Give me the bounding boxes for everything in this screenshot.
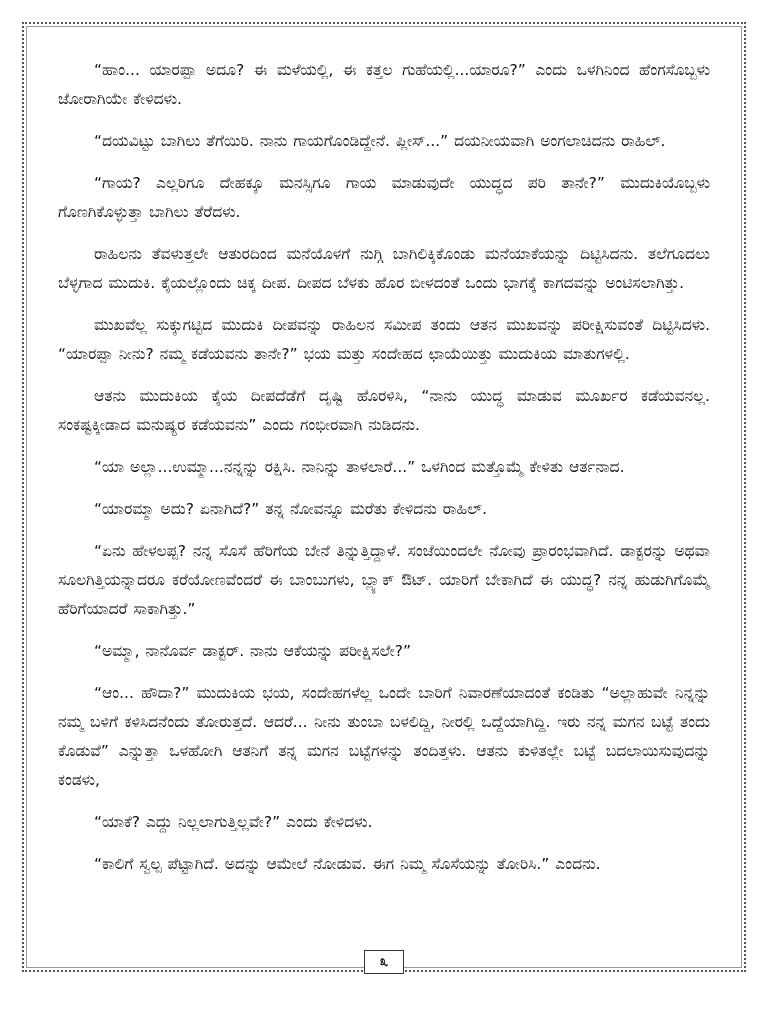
paragraph-1: “ಹಾಂ... ಯಾರಪ್ಪಾ ಅದೂ? ಈ ಮಳೆಯಲ್ಲಿ, ಈ ಕತ್ತಲ ಗುಹೆಯಲ್ಲಿ...ಯಾರೂ?” ಎಂದು ಒಳಗಿನಿಂದ ಹೆಂಗಸೊಬ್ಬಳು ಜೋರಾಗಿಯೇ ಕೇಳಿದಳು.	[58, 61, 710, 108]
paragraph-11: “ಆಂ... ಹೌದಾ?” ಮುದುಕಿಯ ಭಯ, ಸಂದೇಹಗಳೆಲ್ಲ ಒಂದೇ ಬಾರಿಗೆ ನಿವಾರಣೆಯಾದಂತೆ ಕಂಡಿತು “ಅಲ್ಲಾಹುವೇ ನಿನ್ನನ್ನು ನಮ್ಮ ಬಳಿಗೆ ಕಳಿಸಿದನೆಂದು ತೋರುತ್ತದೆ. ಆದರೆ... ನೀನು ತುಂಬಾ ಬಳಲಿದ್ದಿ, ನೀರಲ್ಲಿ ಒದ್ದೆಯಾಗಿದ್ದಿ. ಇರು ನನ್ನ ಮಗನ ಬಟ್ಟೆ ತಂದು ಕೊಡುವೆ” ಎನ್ನುತ್ತಾ ಒಳಹೋಗಿ ಆತನಿಗೆ ತನ್ನ ಮಗನ ಬಟ್ಟೆಗಳನ್ನು ತಂದಿತ್ತಳು. ಆತನು ಕುಳಿತಲ್ಲೇ ಬಟ್ಟೆ ಬದಲಾಯಿಸುವುದನ್ನು ಕಂಡಳು,	[58, 684, 710, 789]
story-text	[58, 56, 710, 892]
paragraph-9: “ಏನು ಹೇಳಲಪ್ಪ? ನನ್ನ ಸೊಸೆ ಹೆರಿಗೆಯ ಬೇನೆ ತಿನ್ನುತ್ತಿದ್ದಾಳೆ. ಸಂಜೆಯಿಂದಲೇ ನೋವು ಪ್ರಾರಂಭವಾಗಿದೆ. ಡಾಕ್ಟರನ್ನು ಅಥವಾ ಸೂಲಗಿತ್ತಿಯನ್ನಾದರೂ ಕರೆಯೋಣವೆಂದರೆ ಈ ಬಾಂಬುಗಳು, ಬ್ಲ್ಯಾಕ್ ಔಟ್. ಯಾರಿಗೆ ಬೇಕಾಗಿದೆ ಈ ಯುದ್ಧ? ನನ್ನ ಹುಡುಗಿಗೊಮ್ಮೆ ಹೆರಿಗೆಯಾದರೆ ಸಾಕಾಗಿತ್ತು.”	[58, 542, 710, 618]
paragraph-2: “ದಯವಿಟ್ಟು ಬಾಗಿಲು ತೆಗೆಯಿರಿ. ನಾನು ಗಾಯಗೊಂಡಿದ್ದೇನೆ. ಪ್ಲೀಸ್...” ದಯನೀಯವಾಗಿ ಅಂಗಲಾಚಿದನು ರಾಹಿಲ್.	[94, 132, 666, 150]
paragraph-13: “ಕಾಲಿಗೆ ಸ್ವಲ್ಪ ಪೆಟ್ಟಾಗಿದೆ. ಅದನ್ನು ಆಮೇಲೆ ನೋಡುವ. ಈಗ ನಿಮ್ಮ ಸೊಸೆಯನ್ನು ತೋರಿಸಿ.” ಎಂದನು.	[94, 855, 601, 873]
paragraph-7: “ಯಾ ಅಲ್ಲಾ...ಉಮ್ಮಾ...ನನ್ನನ್ನು ರಕ್ಷಿಸಿ. ನಾನಿನ್ನು ತಾಳಲಾರೆ...” ಒಳಗಿಂದ ಮತ್ತೊಮ್ಮೆ ಕೇಳಿತು ಆರ್ತನಾದ.	[94, 458, 625, 476]
paragraph-10: “ಅಮ್ಮಾ, ನಾನೊರ್ವ ಡಾಕ್ಟರ್. ನಾನು ಆಕೆಯನ್ನು ಪರೀಕ್ಷಿಸಲೇ?”	[94, 642, 411, 660]
paragraph-3: “ಗಾಯ? ಎಲ್ಲರಿಗೂ ದೇಹಕ್ಕೂ ಮನಸ್ಸಿಗೂ ಗಾಯ ಮಾಡುವುದೇ ಯುದ್ಧದ ಪರಿ ತಾನೇ?” ಮುದುಕಿಯೊಬ್ಬಳು ಗೊಣಗಿಕೊಳ್ಳುತ್ತಾ ಬಾಗಿಲು ತೆರೆದಳು.	[58, 174, 710, 221]
page-number: ೩	[364, 950, 404, 974]
paragraph-6: ಆತನು ಮುದುಕಿಯ ಕೈಯ ದೀಪದೆಡೆಗೆ ದೃಷ್ಟಿ ಹೊರಳಿಸಿ, “ನಾನು ಯುದ್ಧ ಮಾಡುವ ಮೂರ್ಖರ ಕಡೆಯವನಲ್ಲ. ಸಂಕಷ್ಟಕ್ಕೀಡಾದ ಮನುಷ್ಯರ ಕಡೆಯವನು” ಎಂದು ಗಂಭೀರವಾಗಿ ನುಡಿದನು.	[58, 387, 710, 434]
paragraph-8: “ಯಾರಮ್ಮಾ ಅದು? ಏನಾಗಿದೆ?” ತನ್ನ ನೋವನ್ನೂ ಮರೆತು ಕೇಳಿದನು ರಾಹಿಲ್.	[94, 500, 488, 518]
paragraph-5: ಮುಖವೆಲ್ಲ ಸುಕ್ಕುಗಟ್ಟಿದ ಮುದುಕಿ ದೀಪವನ್ನು ರಾಹಿಲನ ಸಮೀಪ ತಂದು ಆತನ ಮುಖವನ್ನು ಪರೀಕ್ಷಿಸುವಂತೆ ದಿಟ್ಟಿಸಿದಳು. “ಯಾರಪ್ಪಾ ನೀನು? ನಮ್ಮ ಕಡೆಯವನು ತಾನೇ?” ಭಯ ಮತ್ತು ಸಂದೇಹದ ಛಾಯೆಯಿತ್ತು ಮುದುಕಿಯ ಮಾತುಗಳಲ್ಲಿ.	[58, 316, 710, 363]
paragraph-12: “ಯಾಕೆ? ಎದ್ದು ನಿಲ್ಲಲಾಗುತ್ತಿಲ್ಲವೇ?” ಎಂದು ಕೇಳಿದಳು.	[94, 813, 373, 831]
paragraph-4: ರಾಹಿಲನು ತೆವಳುತ್ತಲೇ ಆತುರದಿಂದ ಮನೆಯೊಳಗೆ ನುಗ್ಗಿ ಬಾಗಿಲಿಕ್ಕಿಕೊಂಡು ಮನೆಯಾಕೆಯನ್ನು ದಿಟ್ಟಿಸಿದನು. ತಲೆಗೂದಲು ಬೆಳ್ಳಗಾದ ಮುದುಕಿ. ಕೈಯಲ್ಲೊಂದು ಚಿಕ್ಕ ದೀಪ. ದೀಪದ ಬೆಳಕು ಹೊರ ಬೀಳದಂತೆ ಒಂದು ಭಾಗಕ್ಕೆ ಕಾಗದವನ್ನು ಅಂಟಿಸಲಾಗಿತ್ತು.	[58, 245, 710, 292]
